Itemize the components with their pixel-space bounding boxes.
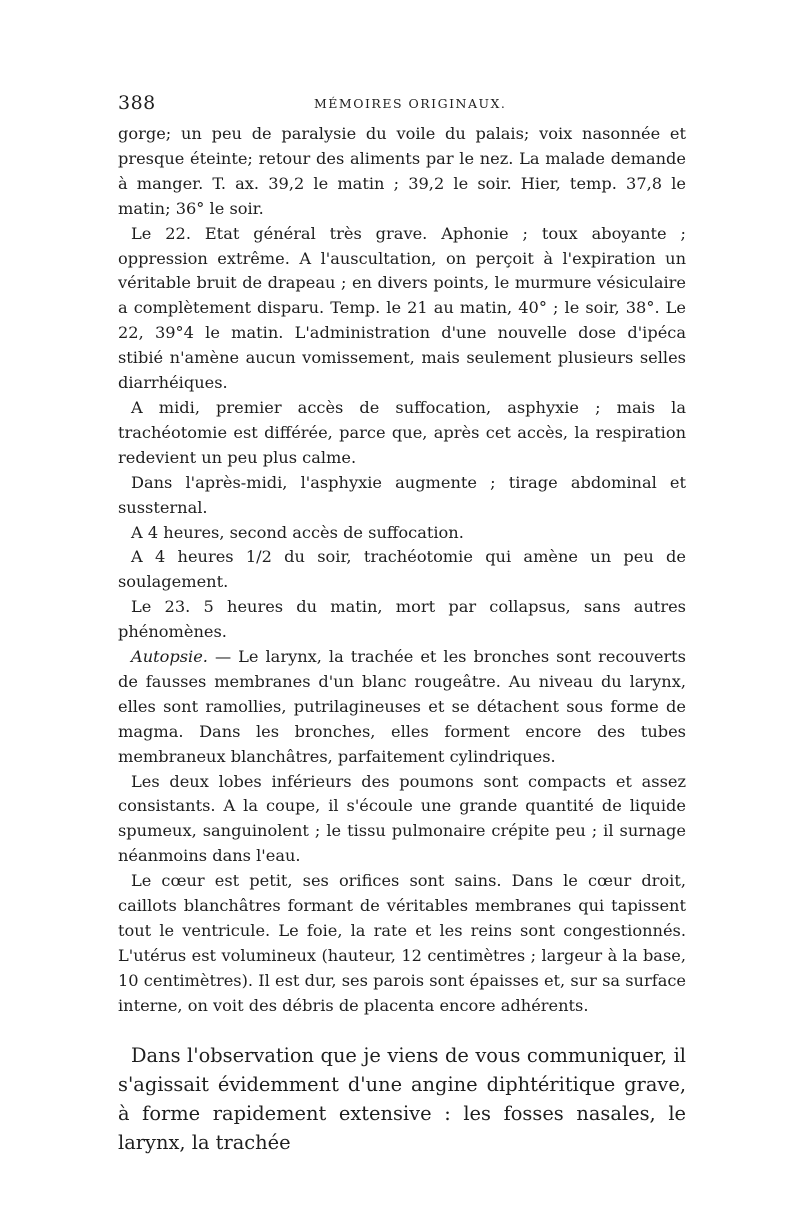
paragraph-autopsie <box>118 645 686 770</box>
paragraph-continuation: gorge; un peu de paralysie du voile du palais; voix nasonnée et presque éteinte; retour des aliments par le nez. La malade demande à manger. T. ax. 39,2 le matin ; 39,2 le soir. Hier, temp. 37,8 le matin; 36° le soir. <box>118 124 686 218</box>
paragraph-poumons: Les deux lobes inférieurs des poumons sont compacts et assez consistants. A la coupe, il s'écoule une grande quantité de liquide spumeux, sanguinolent ; le tissu pulmonaire crépite peu ; il surnage néanmoins dans l'eau. <box>118 771 686 866</box>
running-title: MÉMOIRES ORIGINAUX. <box>314 96 507 111</box>
page-header <box>118 92 686 122</box>
document-page <box>118 92 686 1157</box>
commentary-text <box>118 1041 686 1157</box>
paragraph-le-22: Le 22. Etat général très grave. Aphonie ; toux aboyante ; oppression extrême. A l'auscultation, on perçoit à l'expiration un véritable bruit de drapeau ; en divers points, le murmure vésiculaire a complètement disparu. Temp. le 21 au matin, 40° ; le soir, 38°. Le 22, 39°4 le matin. L'administration d'une nouvelle dose d'ipéca stibié n'amène aucun vomissement, mais seulement plusieurs selles diarrhéiques. <box>118 223 686 393</box>
page-number: 388 <box>118 92 156 114</box>
paragraph-commentary: Dans l'observation que je viens de vous communiquer, il s'agissait évidemment d'une angine diphtéritique grave, à forme rapidement extensive : les fosses nasales, le larynx, la trachée <box>118 1043 686 1154</box>
paragraph-coeur: Le cœur est petit, ses orifices sont sains. Dans le cœur droit, caillots blanchâtres formant de véritables membranes qui tapissent tout le ventricule. Le foie, la rate et les reins sont congestionnés. L'utérus est volumineux (hauteur, 12 centimètres ; largeur à la base, 10 centimètres). Il est dur, ses parois sont épaisses et, sur sa surface interne, on voit des débris de placenta encore adhérents. <box>118 871 686 1015</box>
paragraph-apres-midi: Dans l'après-midi, l'asphyxie augmente ; tirage abdominal et sussternal. <box>118 472 686 517</box>
paragraph-a-midi: A midi, premier accès de suffocation, asphyxie ; mais la trachéotomie est différée, parce que, après cet accès, la respiration redevient un peu plus calme. <box>118 397 686 467</box>
paragraph-le-23: Le 23. 5 heures du matin, mort par collapsus, sans autres phénomènes. <box>118 597 686 642</box>
autopsie-text: — Le larynx, la trachée et les bronches sont recouverts de fausses membranes d'un blanc rougeâtre. Au niveau du larynx, elles sont ramollies, putrilagineuses et se détachent sous forme de magma. Dans les bronches, elles forment encore des tubes membraneux blanchâtres, parfaitement cylindriques. <box>118 647 686 766</box>
observation-text <box>118 122 686 1019</box>
autopsie-heading: Autopsie. <box>131 647 208 667</box>
paragraph-4-heures: A 4 heures, second accès de suffocation. <box>131 522 464 542</box>
paragraph-4-heures-demi: A 4 heures 1/2 du soir, trachéotomie qui amène un peu de soulagement. <box>118 547 686 592</box>
